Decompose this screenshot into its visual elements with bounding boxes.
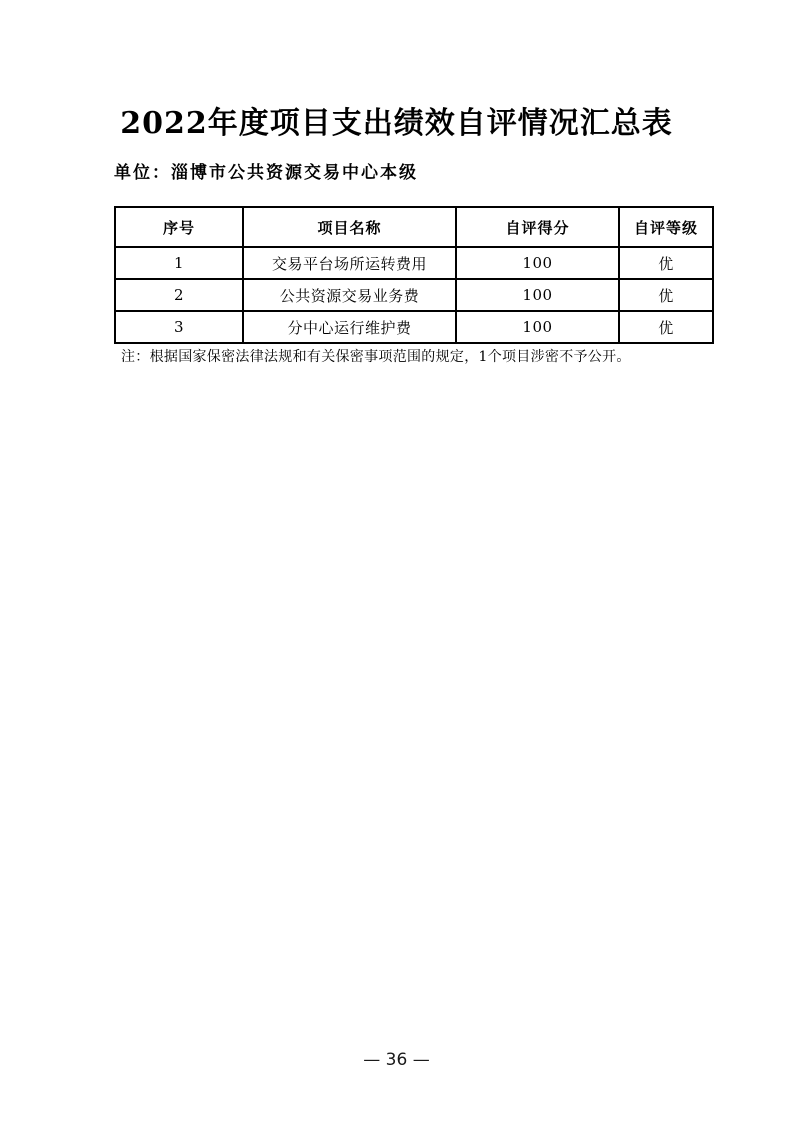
cell-seq: 2 (115, 279, 243, 311)
cell-grade: 优 (619, 279, 713, 311)
cell-seq: 3 (115, 311, 243, 343)
cell-grade: 优 (619, 247, 713, 279)
column-header-seq: 序号 (115, 207, 243, 247)
page-number: — 36 — (363, 1050, 430, 1070)
footnote: 注：根据国家保密法律法规和有关保密事项范围的规定，1个项目涉密不予公开。 (121, 349, 631, 365)
table-row (115, 279, 713, 311)
summary-table (114, 206, 714, 344)
page-title: 2022年度项目支出绩效自评情况汇总表 (120, 106, 673, 141)
cell-score: 100 (456, 247, 619, 279)
column-header-self-grade: 自评等级 (619, 207, 713, 247)
cell-name: 公共资源交易业务费 (243, 279, 456, 311)
cell-name: 交易平台场所运转费用 (243, 247, 456, 279)
cell-seq: 1 (115, 247, 243, 279)
column-header-self-score: 自评得分 (456, 207, 619, 247)
table-row (115, 247, 713, 279)
table-header-row (115, 207, 713, 247)
cell-name: 分中心运行维护费 (243, 311, 456, 343)
table-row (115, 311, 713, 343)
column-header-project-name: 项目名称 (243, 207, 456, 247)
unit-label: 单位：淄博市公共资源交易中心本级 (114, 163, 418, 183)
cell-score: 100 (456, 279, 619, 311)
cell-score: 100 (456, 311, 619, 343)
cell-grade: 优 (619, 311, 713, 343)
